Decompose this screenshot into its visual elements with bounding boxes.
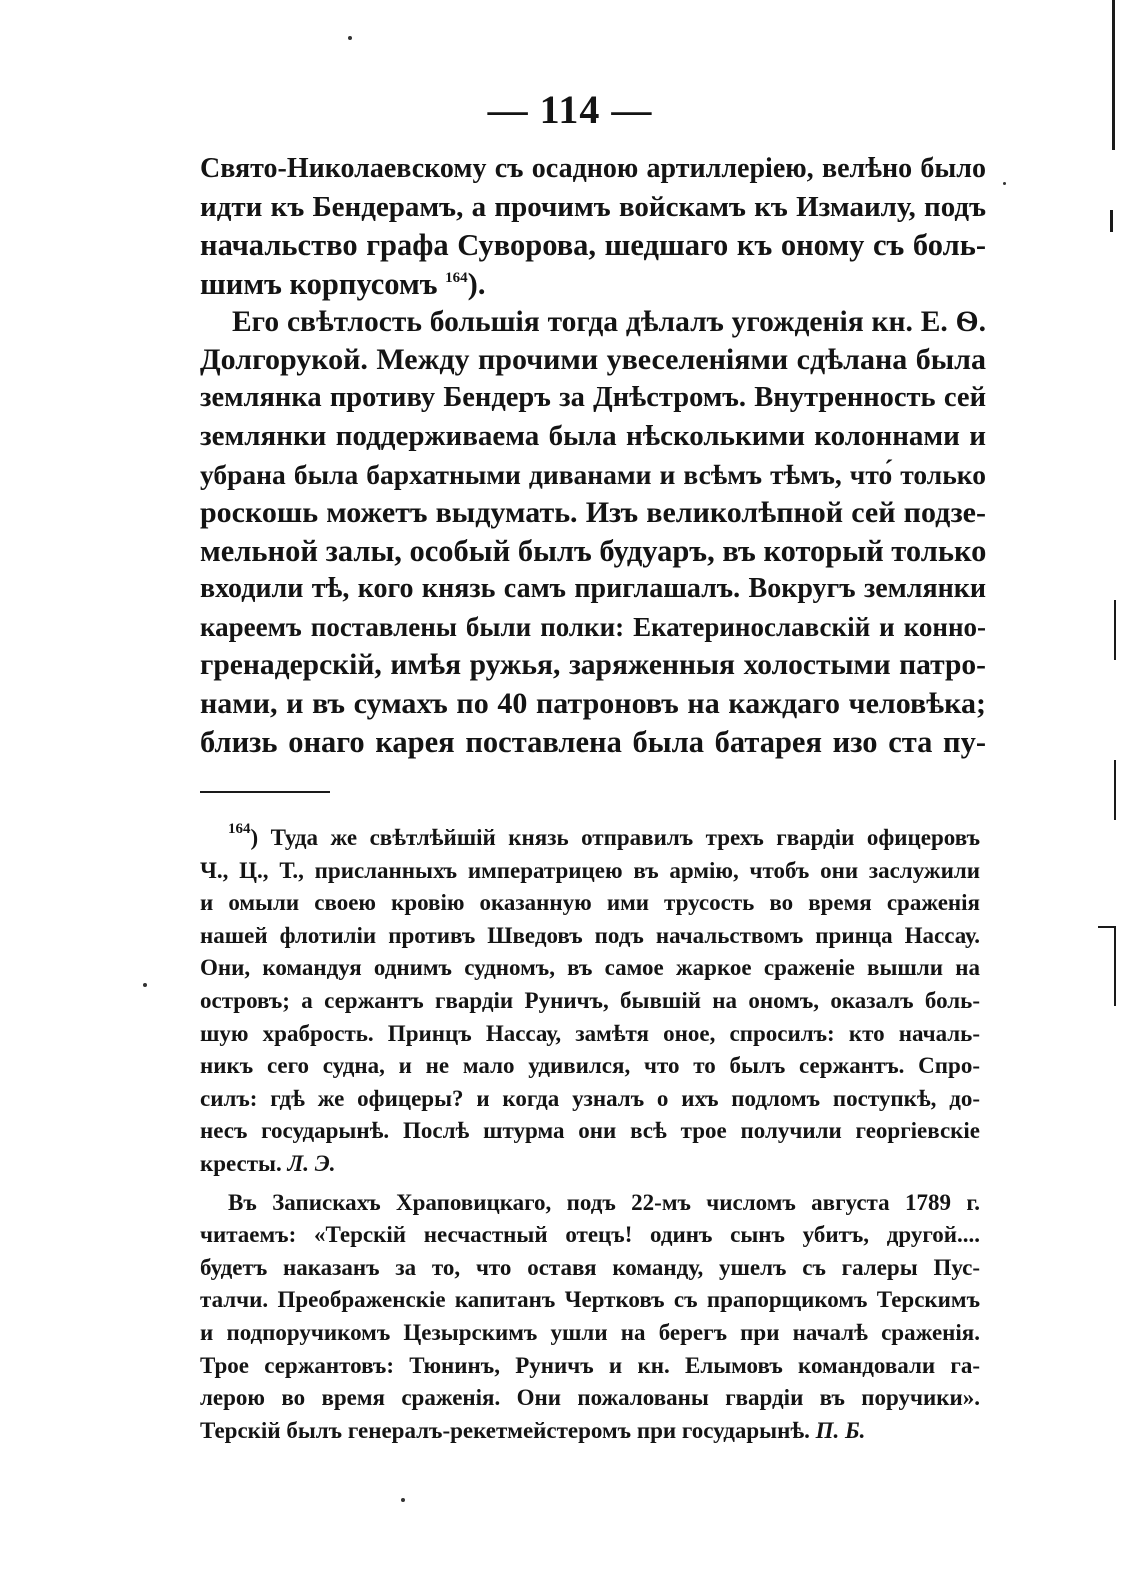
scan-edge-mark bbox=[1114, 926, 1116, 1006]
footnote-line bbox=[200, 1148, 980, 1181]
footnote-line: Въ Запискахъ Храповицкаго, подъ 22-мъ числомъ августа 1789 г. bbox=[228, 1189, 980, 1215]
text-line: гренадерскій, имѣя ружья, заряженныя холостыми патро- bbox=[200, 649, 986, 682]
footnote-line: несъ государынѣ. Послѣ штурма они всѣ трое получили георгіевскіе bbox=[200, 1118, 980, 1144]
footnote-line: Они, командуя однимъ судномъ, въ самое жаркое сраженіе вышли на bbox=[200, 955, 980, 981]
page-number: — 114 — bbox=[487, 87, 653, 132]
footnote-line: шую храбрость. Принцъ Нассау, замѣтя оное, спросилъ: кто началь- bbox=[200, 1020, 980, 1046]
footnote-line: лерою во время сраженія. Они пожалованы гвардіи въ поручики». bbox=[200, 1385, 980, 1411]
footnote-line: читаемъ: «Терскій несчастный отецъ! одинъ сынъ убитъ, другой.... bbox=[200, 1222, 980, 1248]
footnote-line: силъ: гдѣ же офицеры? и когда узналъ о ихъ подломъ поступкѣ, до- bbox=[200, 1085, 980, 1111]
footnote-line bbox=[200, 1415, 980, 1448]
scan-edge-mark bbox=[1112, 0, 1115, 150]
text-line: убрана была бархатными диванами и всѣмъ тѣмъ, что́ только bbox=[200, 458, 986, 490]
text-segment: Терскій былъ генералъ-рекетмейстеромъ при государынѣ. bbox=[200, 1417, 810, 1443]
text-line: кареемъ поставлены были полки: Екатеринославскій и конно- bbox=[200, 612, 986, 643]
footnote-reference-close: ). bbox=[467, 266, 486, 301]
text-segment: ) Туда же свѣтлѣйшій князь отправилъ трехъ гвардіи офицеровъ bbox=[250, 825, 980, 850]
text-line: землянки поддерживаема была нѣсколькими колоннами и bbox=[200, 420, 986, 453]
footnote-line: Трое сержантовъ: Тюнинъ, Руничъ и кн. Елымовъ командовали га- bbox=[200, 1352, 980, 1378]
footnote-signature: Л. Э. bbox=[287, 1150, 336, 1176]
text-segment: кресты. bbox=[200, 1150, 282, 1176]
footnote-line: нашей флотиліи противъ Шведовъ подъ начальствомъ принца Нассау. bbox=[200, 922, 980, 948]
speck bbox=[143, 983, 147, 987]
scan-edge-mark bbox=[1110, 210, 1113, 232]
footnote-marker: 164 bbox=[228, 821, 251, 837]
footnote-line: островъ; а сержантъ гвардіи Руничъ, бывшій на ономъ, оказалъ боль- bbox=[200, 987, 980, 1013]
text-line: близь онаго карея поставлена была батарея изо ста пу- bbox=[200, 724, 986, 759]
speck bbox=[401, 1498, 405, 1502]
footnote-line: и подпоручикомъ Цезырскимъ ушли на берегъ при началѣ сраженія. bbox=[200, 1319, 980, 1345]
text-line: нами, и въ сумахъ по 40 патроновъ на каждаго человѣка; bbox=[200, 686, 986, 720]
footnote-divider bbox=[200, 791, 330, 793]
footnote-signature: П. Б. bbox=[815, 1417, 866, 1443]
footnote-line: Ч., Ц., Т., присланныхъ императрицею въ армію, чтобъ они заслужили bbox=[200, 857, 980, 883]
text-line: Свято-Николаевскому съ осадною артиллеріею, велѣно было bbox=[200, 153, 986, 184]
footnote-line bbox=[200, 822, 980, 855]
text-line: землянка противу Бендеръ за Днѣстромъ. Внутренность сей bbox=[200, 382, 986, 414]
text-segment: шимъ корпусомъ bbox=[200, 266, 438, 301]
scan-edge-mark bbox=[1114, 600, 1116, 660]
footnote-line: будетъ наказанъ за то, что оставя команду, ушелъ съ галеры Пус- bbox=[200, 1254, 980, 1280]
text-line bbox=[200, 265, 986, 303]
text-line: Долгорукой. Между прочими увеселеніями сдѣлана была bbox=[200, 342, 986, 376]
text-line: входили тѣ, кого князь самъ приглашалъ. Вокругъ землянки bbox=[200, 573, 986, 605]
scan-edge-mark bbox=[1114, 760, 1116, 820]
footnote-line: никъ сего судна, и не мало удивился, что то былъ сержантъ. Спро- bbox=[200, 1053, 980, 1079]
text-line: Его свѣтлость большія тогда дѣлалъ угожденія кн. Е. Ѳ. bbox=[232, 305, 986, 338]
text-line: мельной залы, особый былъ будуаръ, въ который только bbox=[200, 533, 987, 568]
speck bbox=[348, 36, 352, 40]
footnote-reference[interactable]: 164 bbox=[445, 269, 468, 286]
footnote-line: и омыли своею кровію оказанную ими трусость во время сраженія bbox=[200, 890, 980, 916]
footnotes bbox=[200, 822, 980, 1447]
text-line: идти къ Бендерамъ, а прочимъ войскамъ къ Измаилу, подъ bbox=[200, 191, 986, 224]
main-text bbox=[200, 150, 986, 761]
text-line: роскошь можетъ выдумать. Изъ великолѣпной сей подзе- bbox=[200, 495, 986, 529]
speck bbox=[1003, 182, 1006, 185]
footnote-line: талчи. Преображенскіе капитанъ Чертковъ съ прапорщикомъ Терскимъ bbox=[200, 1287, 980, 1313]
text-line: начальство графа Суворова, шедшаго къ оному съ боль- bbox=[200, 228, 986, 263]
